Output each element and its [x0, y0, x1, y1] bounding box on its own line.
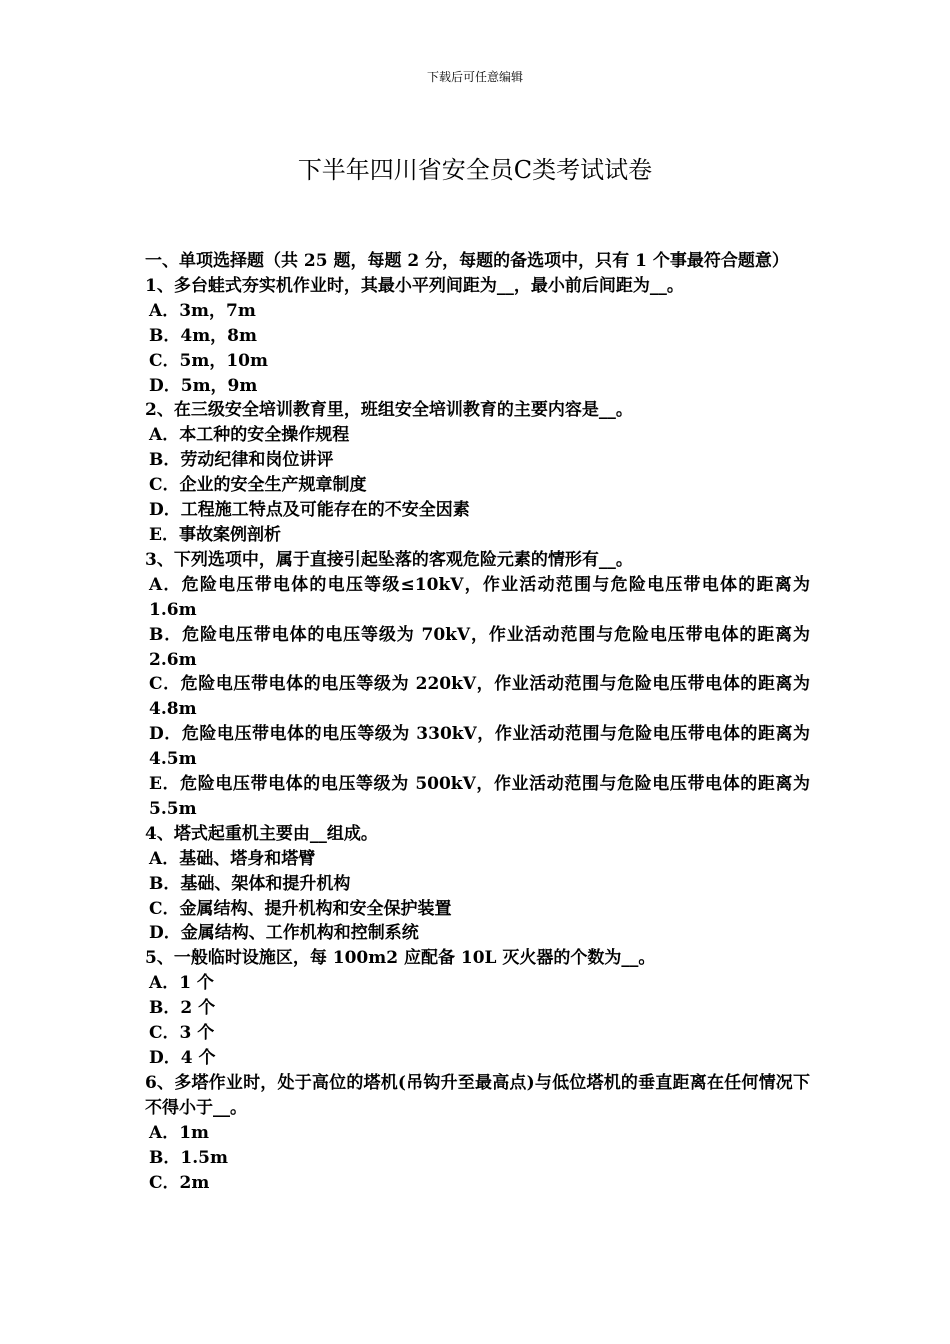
section-heading: 一、单项选择题（共 25 题，每题 2 分，每题的备选项中，只有 1 个事最符合题意）: [145, 251, 789, 271]
option-c: C．危险电压带电体的电压等级为 220kV，作业活动范围与危险电压带电体的距离为 4.8m: [149, 674, 810, 720]
option-e: E．危险电压带电体的电压等级为 500kV，作业活动范围与危险电压带电体的距离为 5.5m: [149, 774, 810, 819]
option-d: D．危险电压带电体的电压等级为 330kV，作业活动范围与危险电压带电体的距离为 4.5m: [149, 724, 810, 770]
document-title: 下半年四川省安全员C类考试试卷: [297, 156, 653, 184]
option-b: B．1.5m: [149, 1147, 228, 1168]
option-b: B．危险电压带电体的电压等级为 70kV，作业活动范围与危险电压带电体的距离为 2.6m: [149, 624, 810, 670]
option-c: C．2m: [149, 1172, 210, 1193]
option-b: B．2 个: [149, 998, 216, 1019]
option-e: E．事故案例剖析: [149, 524, 281, 545]
option-c: C．金属结构、提升机构和安全保护装置: [149, 898, 452, 919]
option-c: C．5m，10m: [149, 350, 268, 371]
option-a: A．1 个: [149, 973, 214, 994]
question-text: 1、多台蛙式夯实机作业时，其最小平列间距为__，最小前后间距为__。: [145, 275, 684, 296]
option-b: B．4m，8m: [149, 325, 258, 346]
option-d: D．工程施工特点及可能存在的不安全因素: [149, 500, 470, 521]
question-text: 4、塔式起重机主要由__组成。: [145, 823, 378, 844]
exam-content: [145, 249, 810, 1195]
question-text: 3、下列选项中，属于直接引起坠落的客观危险元素的情形有__。: [145, 549, 633, 570]
question-text: 2、在三级安全培训教育里，班组安全培训教育的主要内容是__。: [145, 400, 633, 421]
option-b: B．劳动纪律和岗位讲评: [149, 450, 334, 471]
option-d: D．5m，9m: [149, 375, 258, 396]
option-a: A．本工种的安全操作规程: [149, 425, 350, 446]
option-c: C．企业的安全生产规章制度: [149, 475, 367, 496]
option-d: D．4 个: [149, 1048, 216, 1068]
option-a: A．危险电压带电体的电压等级≤10kV，作业活动范围与危险电压带电体的距离为 1.6m: [149, 574, 810, 620]
question-6: [145, 1071, 810, 1196]
question-3: [145, 548, 810, 822]
header-note: 下载后可任意编辑: [426, 70, 523, 84]
question-text: 6、多塔作业时，处于高位的塔机(吊钩升至最高点)与低位塔机的垂直距离在任何情况下不得小于__。: [145, 1072, 810, 1118]
option-b: B．基础、架体和提升机构: [149, 873, 351, 894]
option-d: D．金属结构、工作机构和控制系统: [149, 923, 419, 944]
question-4: [145, 822, 810, 947]
option-a: A．3m，7m: [149, 300, 256, 321]
option-a: A．1m: [149, 1122, 210, 1143]
question-5: [145, 946, 810, 1071]
option-a: A．基础、塔身和塔臂: [149, 848, 316, 869]
option-c: C．3 个: [149, 1023, 215, 1044]
question-2: [145, 398, 810, 547]
question-1: [145, 274, 810, 399]
question-text: 5、一般临时设施区，每 100m2 应配备 10L 灭火器的个数为__。: [145, 948, 656, 969]
